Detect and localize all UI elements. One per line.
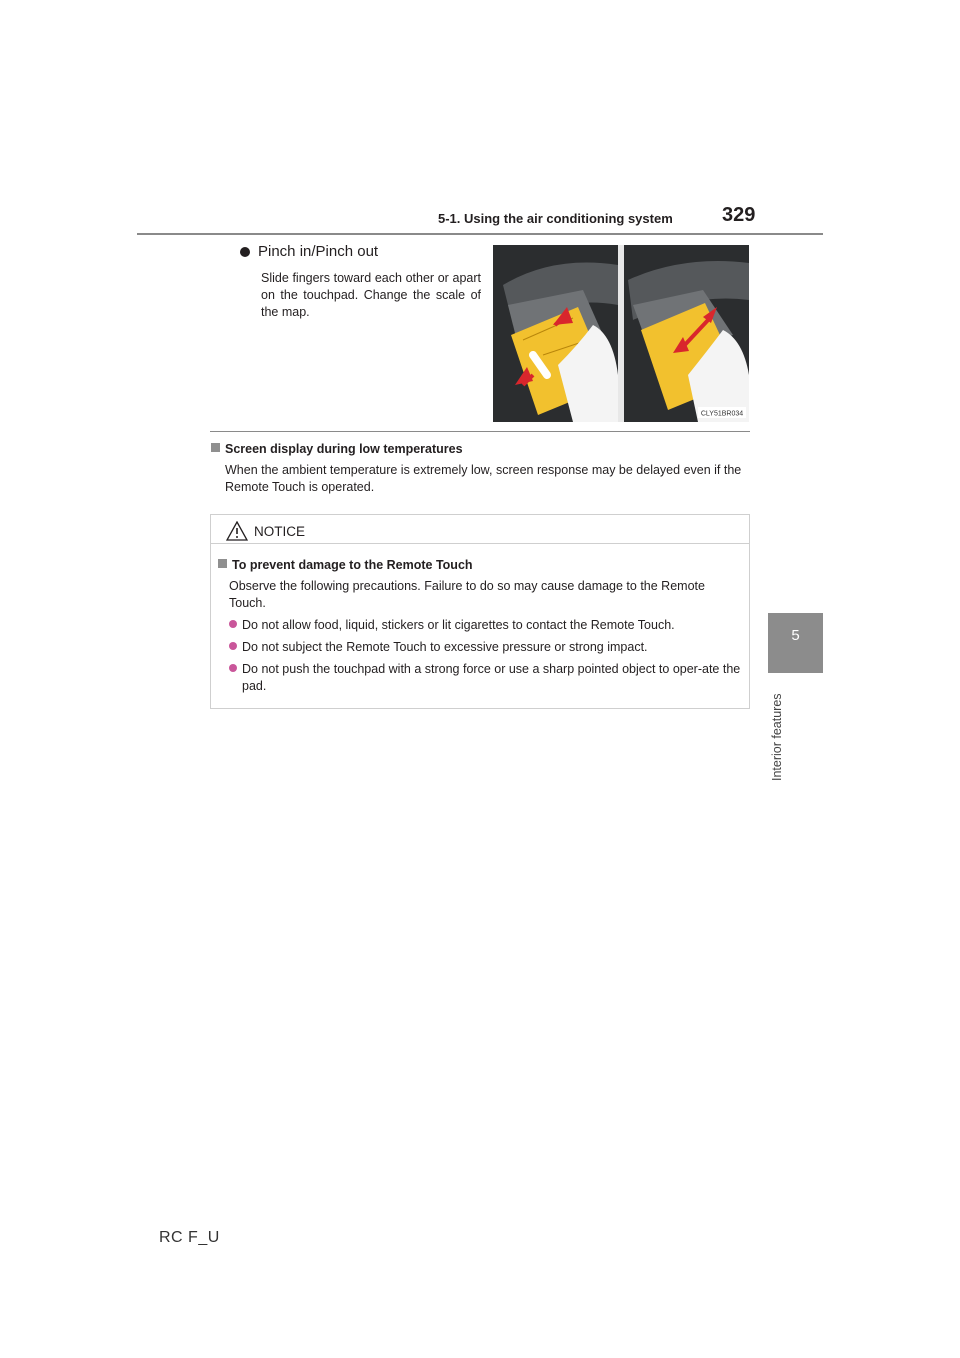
header-divider [137, 233, 823, 235]
page-number: 329 [722, 204, 756, 226]
pink-bullet-icon [229, 620, 237, 628]
chapter-label [770, 693, 788, 797]
low-temp-section [211, 442, 751, 496]
notice-item: Do not subject the Remote Touch to excessive pressure or strong impact. [229, 639, 744, 656]
notice-item: Do not allow food, liquid, stickers or lit cigarettes to contact the Remote Touch. [229, 617, 744, 634]
pink-bullet-icon [229, 642, 237, 650]
notice-header [226, 521, 305, 541]
pinch-illustration [493, 245, 749, 422]
square-bullet-icon [218, 559, 227, 568]
warning-triangle-icon [226, 521, 248, 541]
low-temp-heading: Screen display during low temperatures [211, 442, 751, 456]
notice-heading: To prevent damage to the Remote Touch [218, 558, 744, 572]
notice-content [218, 558, 744, 695]
bullet-dot-icon [240, 247, 250, 257]
pinch-out-panel [624, 245, 749, 422]
footer-model: RC F_U [159, 1229, 220, 1246]
low-temp-body: When the ambient temperature is extremely low, screen response may be delayed even if the Remote Touch is operated. [225, 463, 742, 494]
pinch-description: Slide fingers toward each other or apart on the touchpad. Change the scale of the map. [261, 271, 481, 319]
pink-bullet-icon [229, 664, 237, 672]
square-bullet-icon [211, 443, 220, 452]
chapter-number: 5 [791, 627, 800, 644]
notice-item: Do not push the touchpad with a strong force or use a sharp pointed object to oper-ate the pad. [229, 661, 744, 695]
notice-divider [211, 543, 749, 544]
section-title: 5-1. Using the air conditioning system [438, 211, 673, 226]
image-code: CLY51BR034 [700, 410, 744, 418]
chapter-label-text: Interior features [770, 693, 784, 781]
section-divider [210, 431, 750, 432]
pinch-heading [240, 243, 378, 260]
notice-label: NOTICE [254, 523, 306, 539]
notice-intro: Observe the following precautions. Failure to do so may cause damage to the Remote Touch. [229, 579, 705, 610]
pinch-in-panel [493, 245, 618, 422]
pinch-title: Pinch in/Pinch out [258, 243, 379, 260]
